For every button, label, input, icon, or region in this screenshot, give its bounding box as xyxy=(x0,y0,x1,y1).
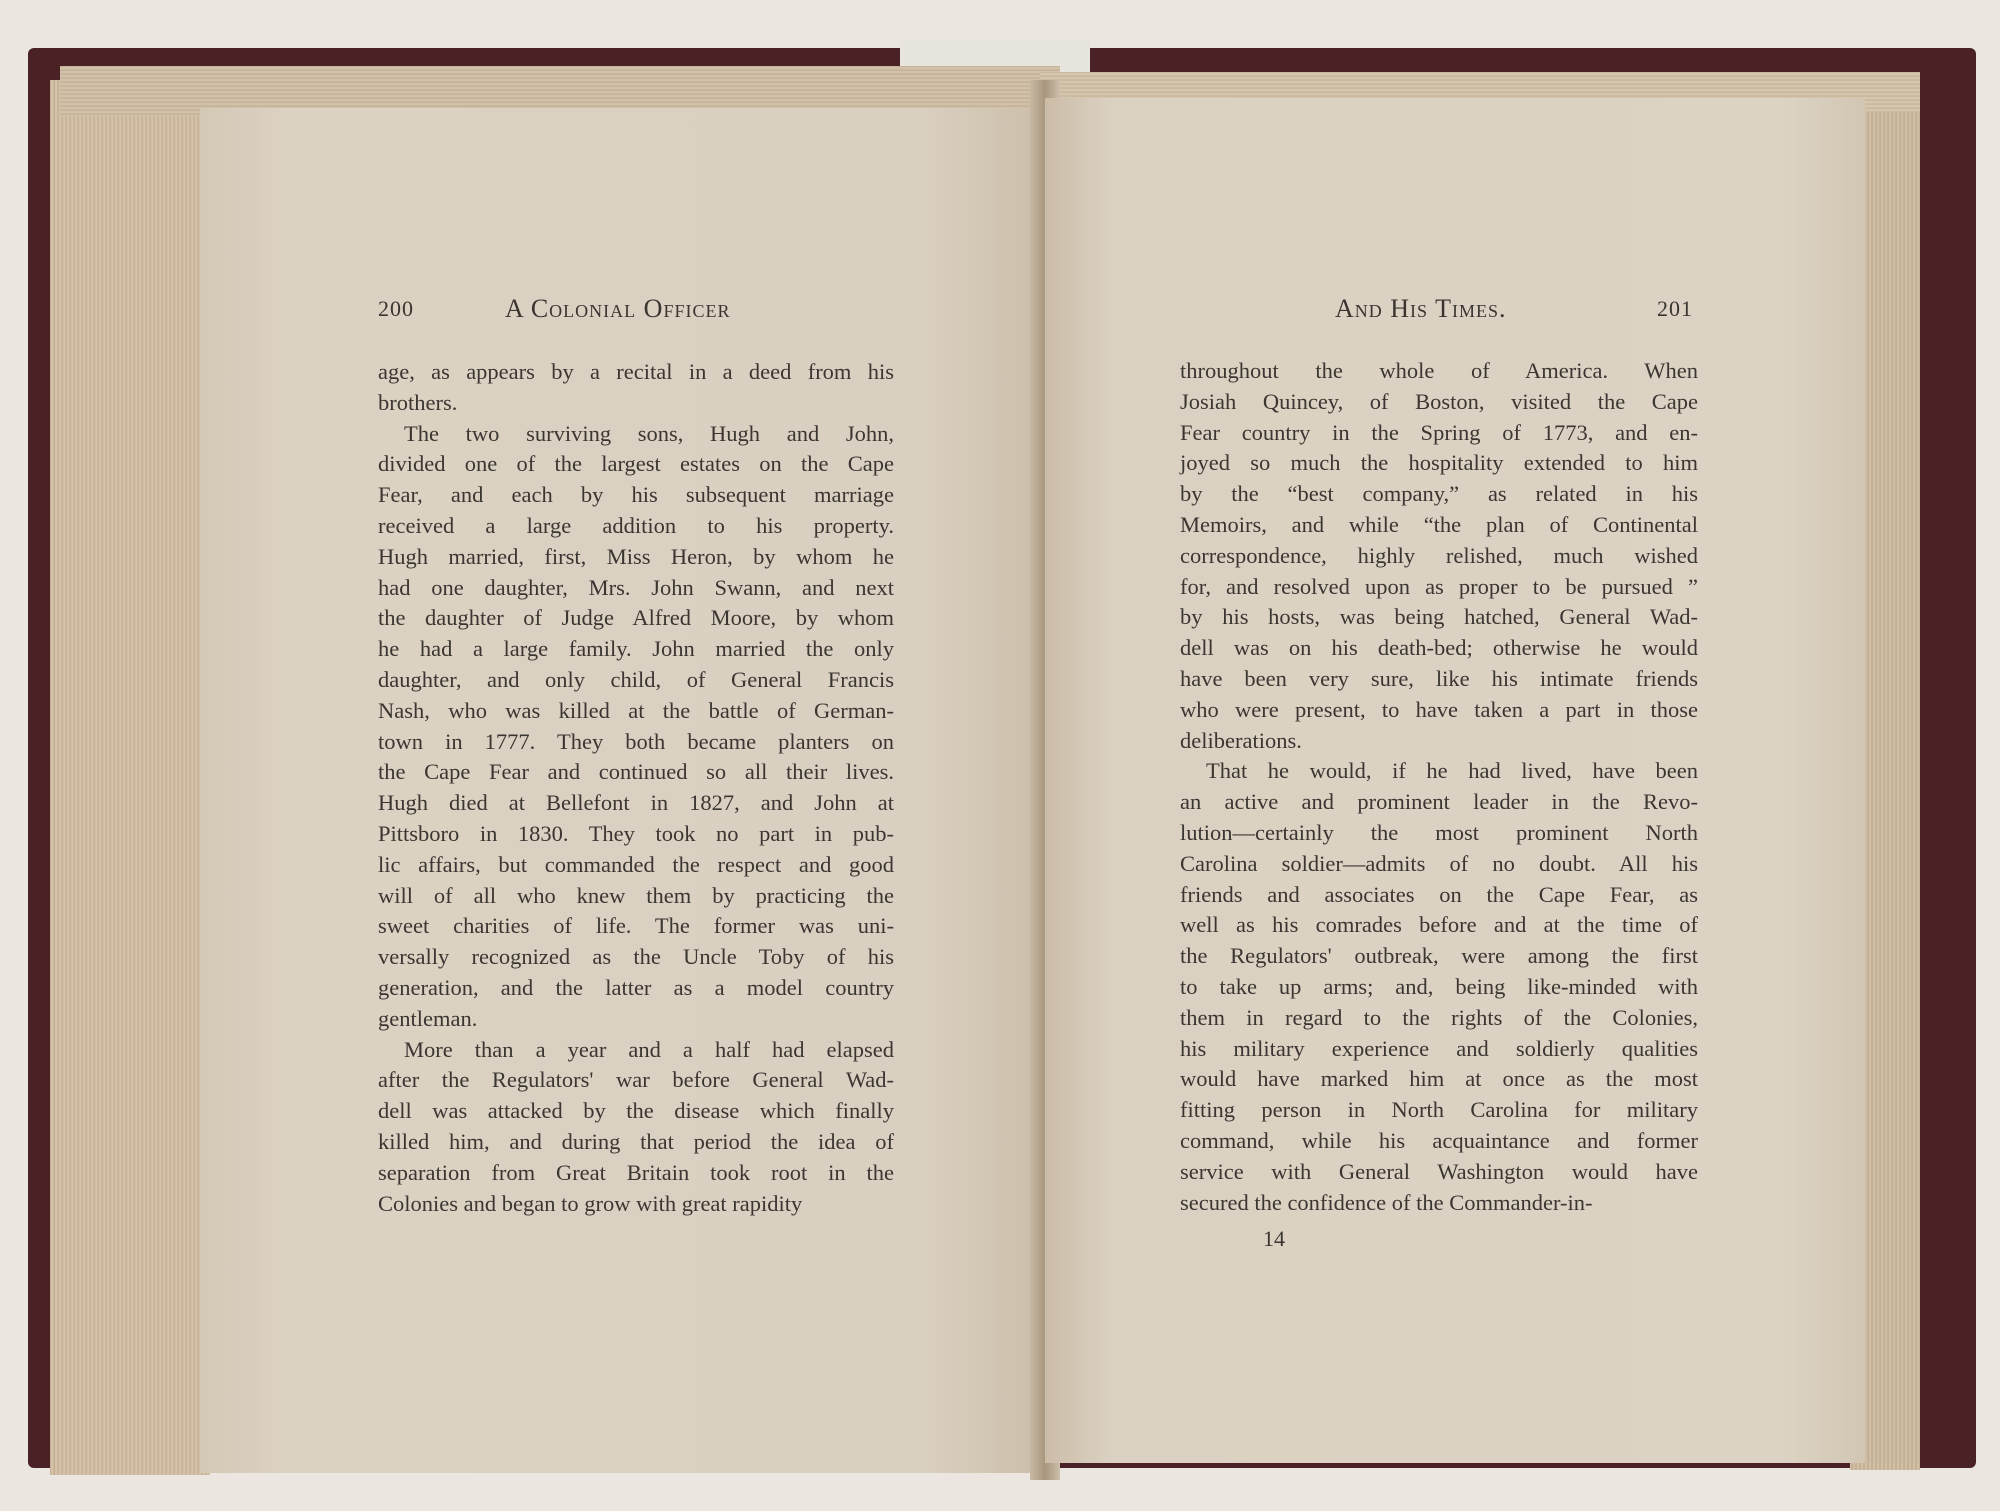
text-line: correspondence, highly relished, much wished xyxy=(1180,542,1698,568)
text-line: who were present, to have taken a part in those xyxy=(1180,696,1698,722)
text-line: by the “best company,” as related in his xyxy=(1180,481,1698,507)
text-line: daughter, and only child, of General Francis xyxy=(378,666,894,692)
text-line: Colonies and began to grow with great rapidity xyxy=(378,1190,803,1216)
text-line: lution—certainly the most prominent North xyxy=(1180,819,1698,845)
text-line: Memoirs, and while “the plan of Continental xyxy=(1180,511,1698,537)
text-line: to take up arms; and, being like-minded with xyxy=(1180,973,1698,999)
text-line: town in 1777. They both became planters on xyxy=(378,728,894,754)
text-line: Hugh died at Bellefont in 1827, and John at xyxy=(378,790,894,816)
text-line: command, while his acquaintance and former xyxy=(1180,1127,1698,1153)
text-line: Fear country in the Spring of 1773, and en- xyxy=(1180,419,1698,445)
text-line: killed him, and during that period the idea of xyxy=(378,1128,894,1154)
text-line: The two surviving sons, Hugh and John, xyxy=(404,420,894,446)
left-running-head: A Colonial Officer xyxy=(505,294,731,323)
right-page xyxy=(1045,98,1865,1463)
text-line: Josiah Quincey, of Boston, visited the Cape xyxy=(1180,388,1698,414)
signature-mark: 14 xyxy=(1263,1226,1285,1251)
text-line: Pittsboro in 1830. They took no part in pub- xyxy=(378,820,894,846)
text-line: Nash, who was killed at the battle of German- xyxy=(378,697,894,723)
text-line: he had a large family. John married the only xyxy=(378,636,894,662)
text-line: dell was on his death-bed; otherwise he would xyxy=(1180,635,1698,661)
text-line: service with General Washington would have xyxy=(1180,1158,1698,1184)
left-page-text xyxy=(378,357,894,1219)
text-line: Hugh married, first, Miss Heron, by whom he xyxy=(378,543,894,569)
text-line: the daughter of Judge Alfred Moore, by whom xyxy=(378,605,894,631)
text-line: sweet charities of life. The former was uni- xyxy=(378,913,894,939)
text-line: would have marked him at once as the most xyxy=(1180,1066,1698,1092)
text-line: divided one of the largest estates on the Cape xyxy=(378,451,894,477)
right-page-text xyxy=(1180,356,1698,1218)
text-line: throughout the whole of America. When xyxy=(1180,358,1698,383)
text-line: have been very sure, like his intimate friends xyxy=(1180,665,1698,691)
page-edges-left xyxy=(50,80,210,1475)
text-line: his military experience and soldierly qualities xyxy=(1180,1035,1698,1061)
left-page-number: 200 xyxy=(378,296,414,321)
text-line: lic affairs, but commanded the respect and good xyxy=(378,851,894,877)
text-line: them in regard to the rights of the Colonies, xyxy=(1180,1004,1698,1030)
text-line: separation from Great Britain took root in the xyxy=(378,1159,894,1185)
text-line: brothers. xyxy=(378,389,458,415)
text-line: fitting person in North Carolina for military xyxy=(1180,1097,1698,1123)
text-line: an active and prominent leader in the Revo- xyxy=(1180,789,1698,815)
text-line: received a large addition to his property. xyxy=(378,512,894,538)
text-line: by his hosts, was being hatched, General Wad- xyxy=(1180,604,1698,630)
text-line: will of all who knew them by practicing the xyxy=(378,882,894,908)
right-running-head: And His Times. xyxy=(1335,294,1507,323)
text-line: friends and associates on the Cape Fear, as xyxy=(1180,881,1698,907)
text-line: age, as appears by a recital in a deed from his xyxy=(378,359,894,384)
left-page xyxy=(200,108,1050,1473)
right-page-number: 201 xyxy=(1657,296,1693,321)
text-line: versally recognized as the Uncle Toby of his xyxy=(378,944,894,970)
text-line: More than a year and a half had elapsed xyxy=(404,1036,894,1062)
text-line: for, and resolved upon as proper to be pursued ” xyxy=(1180,573,1698,599)
text-line: secured the confidence of the Commander-in- xyxy=(1180,1189,1593,1215)
text-line: Carolina soldier—admits of no doubt. All his xyxy=(1180,850,1698,876)
text-line: generation, and the latter as a model country xyxy=(378,974,894,1000)
text-line: the Regulators' outbreak, were among the first xyxy=(1180,943,1698,969)
text-line: had one daughter, Mrs. John Swann, and next xyxy=(378,574,894,600)
text-line: gentleman. xyxy=(378,1005,478,1031)
text-line: after the Regulators' war before General Wad- xyxy=(378,1067,894,1093)
text-line: joyed so much the hospitality extended to him xyxy=(1180,450,1698,476)
text-line: the Cape Fear and continued so all their lives. xyxy=(378,759,894,785)
text-line: That he would, if he had lived, have been xyxy=(1206,758,1698,784)
text-line: well as his comrades before and at the time of xyxy=(1180,912,1698,938)
text-line: dell was attacked by the disease which finally xyxy=(378,1098,894,1124)
text-line: deliberations. xyxy=(1180,727,1302,753)
text-line: Fear, and each by his subsequent marriage xyxy=(378,482,894,508)
